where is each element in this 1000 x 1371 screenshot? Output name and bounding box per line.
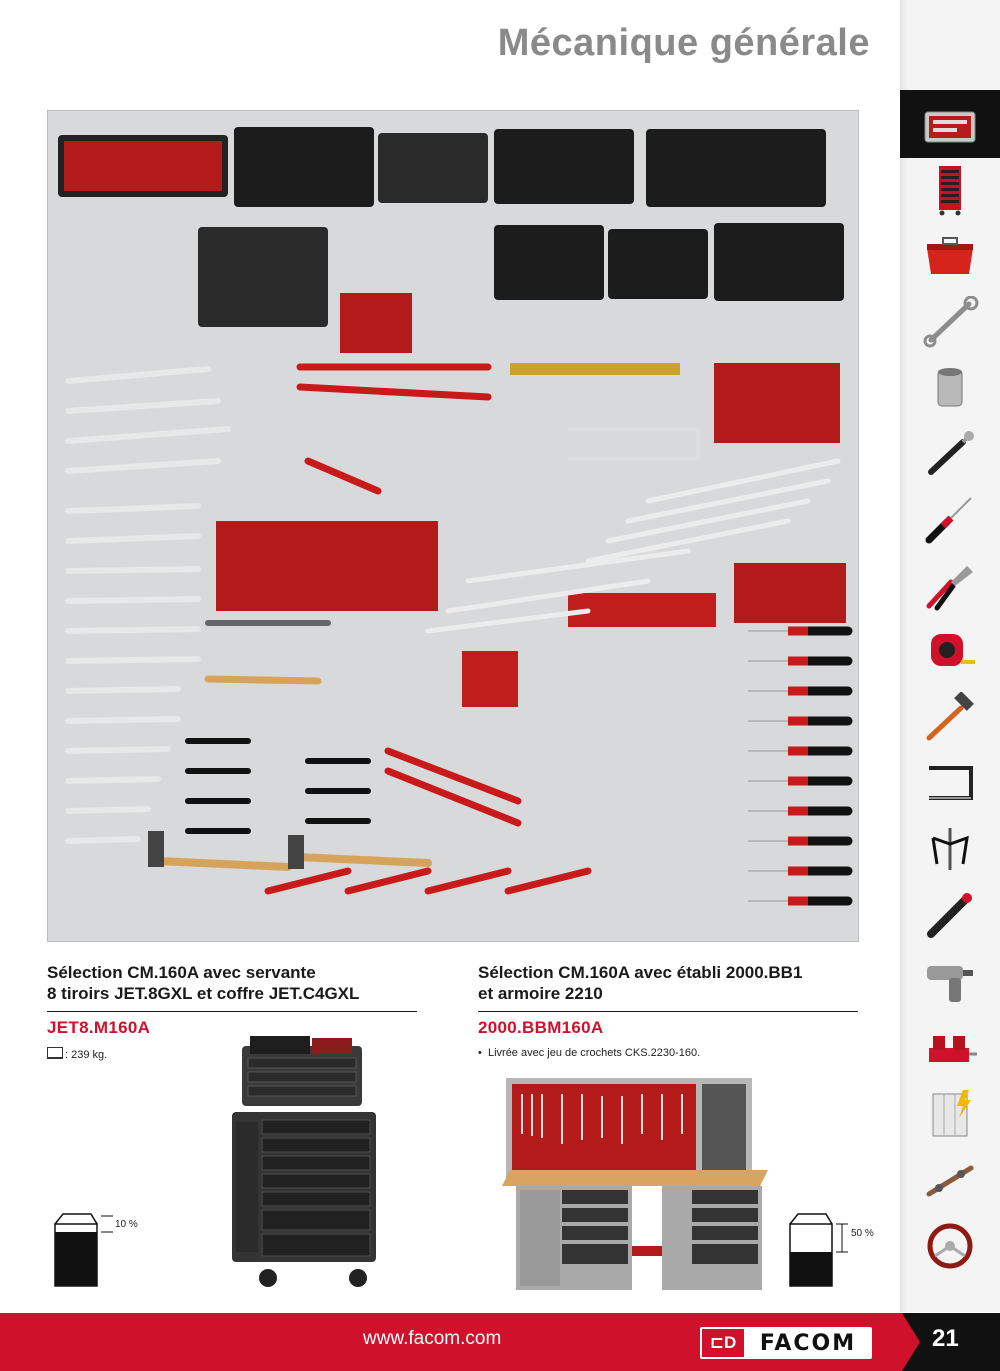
- bullet: •: [478, 1047, 488, 1059]
- facom-logo-wordmark: FACOM: [759, 1330, 857, 1356]
- steering-wheel-icon[interactable]: [900, 1212, 1000, 1280]
- right-discount-indicator: [782, 1210, 882, 1290]
- right-offer-divider: [478, 1011, 858, 1012]
- weight-scale-icon: [47, 1047, 63, 1059]
- left-offer-title: [47, 962, 427, 1004]
- hacksaw-icon[interactable]: [900, 750, 1000, 818]
- wrench-icon[interactable]: [900, 288, 1000, 356]
- toolkit-case-icon[interactable]: [900, 90, 1000, 158]
- right-offer-note: [478, 1047, 700, 1059]
- left-offer-divider: [47, 1011, 417, 1012]
- footer-url-link[interactable]: www.facom.com: [363, 1328, 502, 1349]
- electrical-breaker-icon[interactable]: [900, 1080, 1000, 1148]
- left-offer-title-line1: Sélection CM.160A avec servante: [47, 963, 316, 982]
- facom-logo-mark-icon: ⊏D: [702, 1329, 744, 1357]
- right-offer-title-line2: et armoire 2210: [478, 984, 603, 1003]
- impact-wrench-icon[interactable]: [900, 948, 1000, 1016]
- page-number: 21: [932, 1325, 959, 1352]
- right-offer-title: [478, 962, 858, 1004]
- facom-logo: [700, 1327, 872, 1359]
- left-offer-reference[interactable]: JET8.M160A: [47, 1018, 151, 1037]
- screwdriver-icon[interactable]: [900, 486, 1000, 554]
- pliers-icon[interactable]: [900, 552, 1000, 620]
- tool-selection-photo: [47, 110, 859, 942]
- left-discount-label: 10 %: [115, 1219, 138, 1230]
- category-rail: [900, 0, 1000, 1312]
- socket-icon[interactable]: [900, 354, 1000, 422]
- left-offer-weight-value: : 239 kg.: [65, 1049, 108, 1061]
- tool-cabinet-icon[interactable]: [900, 156, 1000, 224]
- right-offer-reference[interactable]: 2000.BBM160A: [478, 1018, 604, 1037]
- tape-measure-icon[interactable]: [900, 618, 1000, 686]
- workbench-photo: [502, 1074, 770, 1296]
- page-title: Mécanique générale: [497, 22, 870, 64]
- right-offer-note-text: Livrée avec jeu de crochets CKS.2230-160.: [487, 1047, 701, 1059]
- right-discount-label: 50 %: [851, 1228, 874, 1239]
- left-offer-title-line2: 8 tiroirs JET.8GXL et coffre JET.C4GXL: [47, 984, 360, 1003]
- tool-cabinet-photo: [228, 1032, 388, 1292]
- puller-icon[interactable]: [900, 816, 1000, 884]
- toolbox-icon[interactable]: [900, 222, 1000, 290]
- cable-tool-icon[interactable]: [900, 1146, 1000, 1214]
- right-offer-title-line1: Sélection CM.160A avec établi 2000.BB1: [478, 963, 803, 982]
- flashlight-icon[interactable]: [900, 882, 1000, 950]
- hammer-icon[interactable]: [900, 684, 1000, 752]
- ratchet-icon[interactable]: [900, 420, 1000, 488]
- left-offer-weight: [47, 1047, 107, 1061]
- vise-icon[interactable]: [900, 1014, 1000, 1082]
